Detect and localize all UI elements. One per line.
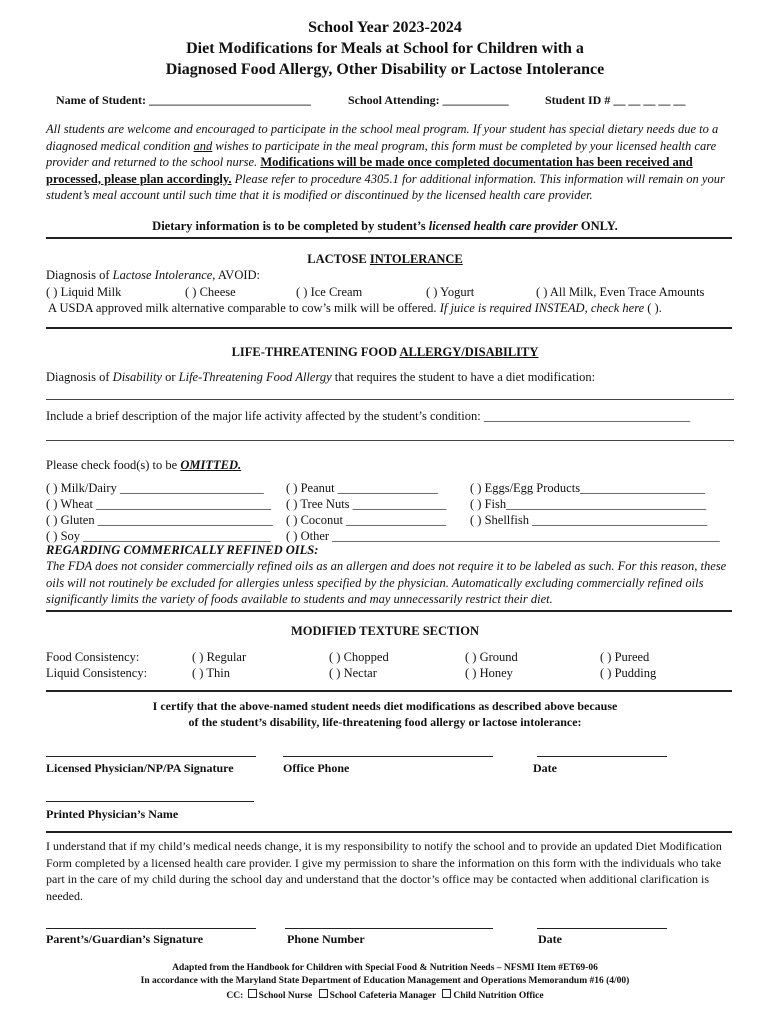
form-title-line2: Diet Modifications for Meals at School for Children with a (186, 40, 584, 57)
footer-source: Adapted from the Handbook for Children with Special Food & Nutrition Needs – NFSMI Item #ET69-06 (172, 963, 598, 973)
food-option-milk-dairy[interactable]: ( ) Milk/Dairy _______________________ (46, 481, 264, 495)
divider (46, 690, 732, 692)
footer-cc: CC: School Nurse School Cafeteria Manager Child Nutrition Office (226, 991, 544, 1001)
parent-date-line[interactable] (537, 928, 667, 929)
school-attending-field[interactable]: School Attending: ___________ (348, 93, 509, 107)
physician-date-line[interactable] (537, 756, 667, 757)
texture-option-pureed[interactable]: ( ) Pureed (600, 650, 650, 664)
parent-signature-line[interactable] (46, 928, 256, 929)
texture-option-ground[interactable]: ( ) Ground (465, 650, 518, 664)
food-option-peanut[interactable]: ( ) Peanut ________________ (286, 481, 438, 495)
food-option-shellfish[interactable]: ( ) Shellfish ____________________________ (470, 513, 708, 527)
refined-oils-note: The FDA does not consider commercially refined oils as an allergen and does not require it to be labeled as such. For this reason, these oils will not routinely be excluded for allergies unless specified by the physician. Automatically excluding commercially refined oils significantly limits the variety of foods available to students and may unnecessarily restrict their diet. (46, 559, 727, 606)
life-activity-field[interactable]: Include a brief description of the major life activity affected by the student’s condition: _________________________________ (46, 409, 691, 423)
food-option-eggs[interactable]: ( ) Eggs/Egg Products____________________ (470, 481, 706, 495)
lactose-option-cheese[interactable]: ( ) Cheese (185, 285, 236, 299)
food-consistency-label: Food Consistency: (46, 650, 140, 664)
milk-alternative-note[interactable]: A USDA approved milk alternative comparable to cow’s milk will be offered. If juice is required INSTEAD, check here ( ). (48, 301, 662, 315)
student-name-field[interactable]: Name of Student: ___________________________ (56, 93, 311, 107)
food-option-other[interactable]: ( ) Other ______________________________________________________________ (286, 529, 720, 543)
life-activity-entry-line[interactable] (46, 440, 734, 441)
physician-signature-line[interactable] (46, 756, 256, 757)
lactose-diagnosis-label: Diagnosis of Lactose Intolerance, AVOID: (46, 268, 261, 282)
parent-phone-line[interactable] (285, 928, 493, 929)
lactose-section-title: LACTOSE INTOLERANCE (307, 252, 463, 266)
lactose-option-ice-cream[interactable]: ( ) Ice Cream (296, 285, 363, 299)
certify-statement-line2: of the student’s disability, life-threatening food allergy or lactose intolerance: (188, 715, 582, 729)
divider (46, 327, 732, 329)
liquid-option-pudding[interactable]: ( ) Pudding (600, 666, 657, 680)
texture-option-regular[interactable]: ( ) Regular (192, 650, 247, 664)
refined-oils-heading: REGARDING COMMERICALLY REFINED OILS: (46, 543, 319, 557)
form-title-line3: Diagnosed Food Allergy, Other Disability or Lactose Intolerance (165, 61, 605, 78)
physician-signature-label: Licensed Physician/NP/PA Signature (46, 761, 234, 775)
cc-checkbox-icon[interactable] (319, 989, 328, 998)
printed-name-label: Printed Physician’s Name (46, 807, 179, 821)
cc-cafeteria-manager: School Cafeteria Manager (329, 991, 436, 1001)
physician-date-label: Date (533, 761, 557, 775)
intro-paragraph: All students are welcome and encouraged to participate in the school meal program. If your student has special dietary needs due to a diagnosed medical condition and wishes to participate in the meal program, this form must be completed by your licensed health care provider and returned to the school nurse. Modifications will be made once completed documentation has been received and processed, please plan accordingly. Please refer to procedure 4305.1 for additional information. This information will remain on your student’s meal account until such time that it is modified or discontinued by the licensed health care provider. (46, 122, 725, 202)
liquid-option-nectar[interactable]: ( ) Nectar (329, 666, 377, 680)
texture-section-title: MODIFIED TEXTURE SECTION (290, 624, 479, 638)
certify-statement-line1: I certify that the above-named student needs diet modifications as described above because (152, 699, 618, 713)
divider (46, 237, 732, 239)
parent-phone-label: Phone Number (287, 932, 365, 946)
allergy-section-title: LIFE-THREATENING FOOD ALLERGY/DISABILITY (231, 345, 539, 359)
student-id-field[interactable]: Student ID # __ __ __ __ __ (545, 93, 686, 107)
allergy-diagnosis-label: Diagnosis of Disability or Life-Threatening Food Allergy that requires the student to have a diet modification: (46, 370, 596, 384)
parent-date-label: Date (538, 932, 562, 946)
parent-statement: I understand that if my child’s medical needs change, it is my responsibility to notify the school and to provide an updated Diet Modification Form completed by a licensed health care provider. I give my permission to share the information on this form with the individuals who take part in the care of my child during the school day and understand that the doctor’s office may be contacted when additional clarification is needed. (46, 839, 722, 903)
footer-memorandum: In accordance with the Maryland State Department of Education Management and Operations Memorandum #16 (4/00) (140, 976, 630, 986)
omitted-foods-label: Please check food(s) to be OMITTED. (46, 458, 242, 472)
printed-name-line[interactable] (46, 801, 254, 802)
cc-school-nurse: School Nurse (258, 991, 313, 1001)
liquid-option-honey[interactable]: ( ) Honey (465, 666, 513, 680)
food-option-coconut[interactable]: ( ) Coconut ________________ (286, 513, 447, 527)
food-option-fish[interactable]: ( ) Fish________________________________ (470, 497, 707, 511)
cc-child-nutrition: Child Nutrition Office (453, 991, 544, 1001)
provider-only-note: Dietary information is to be completed by student’s licensed health care provider ONLY. (152, 219, 618, 233)
diagnosis-entry-line[interactable] (46, 399, 734, 400)
food-option-tree-nuts[interactable]: ( ) Tree Nuts _______________ (286, 497, 447, 511)
form-title-year: School Year 2023-2024 (308, 19, 462, 36)
texture-option-chopped[interactable]: ( ) Chopped (329, 650, 389, 664)
office-phone-line[interactable] (283, 756, 493, 757)
divider (46, 831, 732, 833)
lactose-option-yogurt[interactable]: ( ) Yogurt (426, 285, 475, 299)
lactose-option-liquid-milk[interactable]: ( ) Liquid Milk (46, 285, 122, 299)
cc-checkbox-icon[interactable] (248, 989, 257, 998)
parent-signature-label: Parent’s/Guardian’s Signature (46, 932, 204, 946)
liquid-consistency-label: Liquid Consistency: (46, 666, 148, 680)
lactose-option-all-milk[interactable]: ( ) All Milk, Even Trace Amounts (536, 285, 705, 299)
liquid-option-thin[interactable]: ( ) Thin (192, 666, 230, 680)
food-option-wheat[interactable]: ( ) Wheat ____________________________ (46, 497, 272, 511)
cc-checkbox-icon[interactable] (442, 989, 451, 998)
office-phone-label: Office Phone (283, 761, 350, 775)
food-option-soy[interactable]: ( ) Soy ______________________________ (46, 529, 271, 543)
food-option-gluten[interactable]: ( ) Gluten ____________________________ (46, 513, 273, 527)
divider (46, 610, 732, 612)
